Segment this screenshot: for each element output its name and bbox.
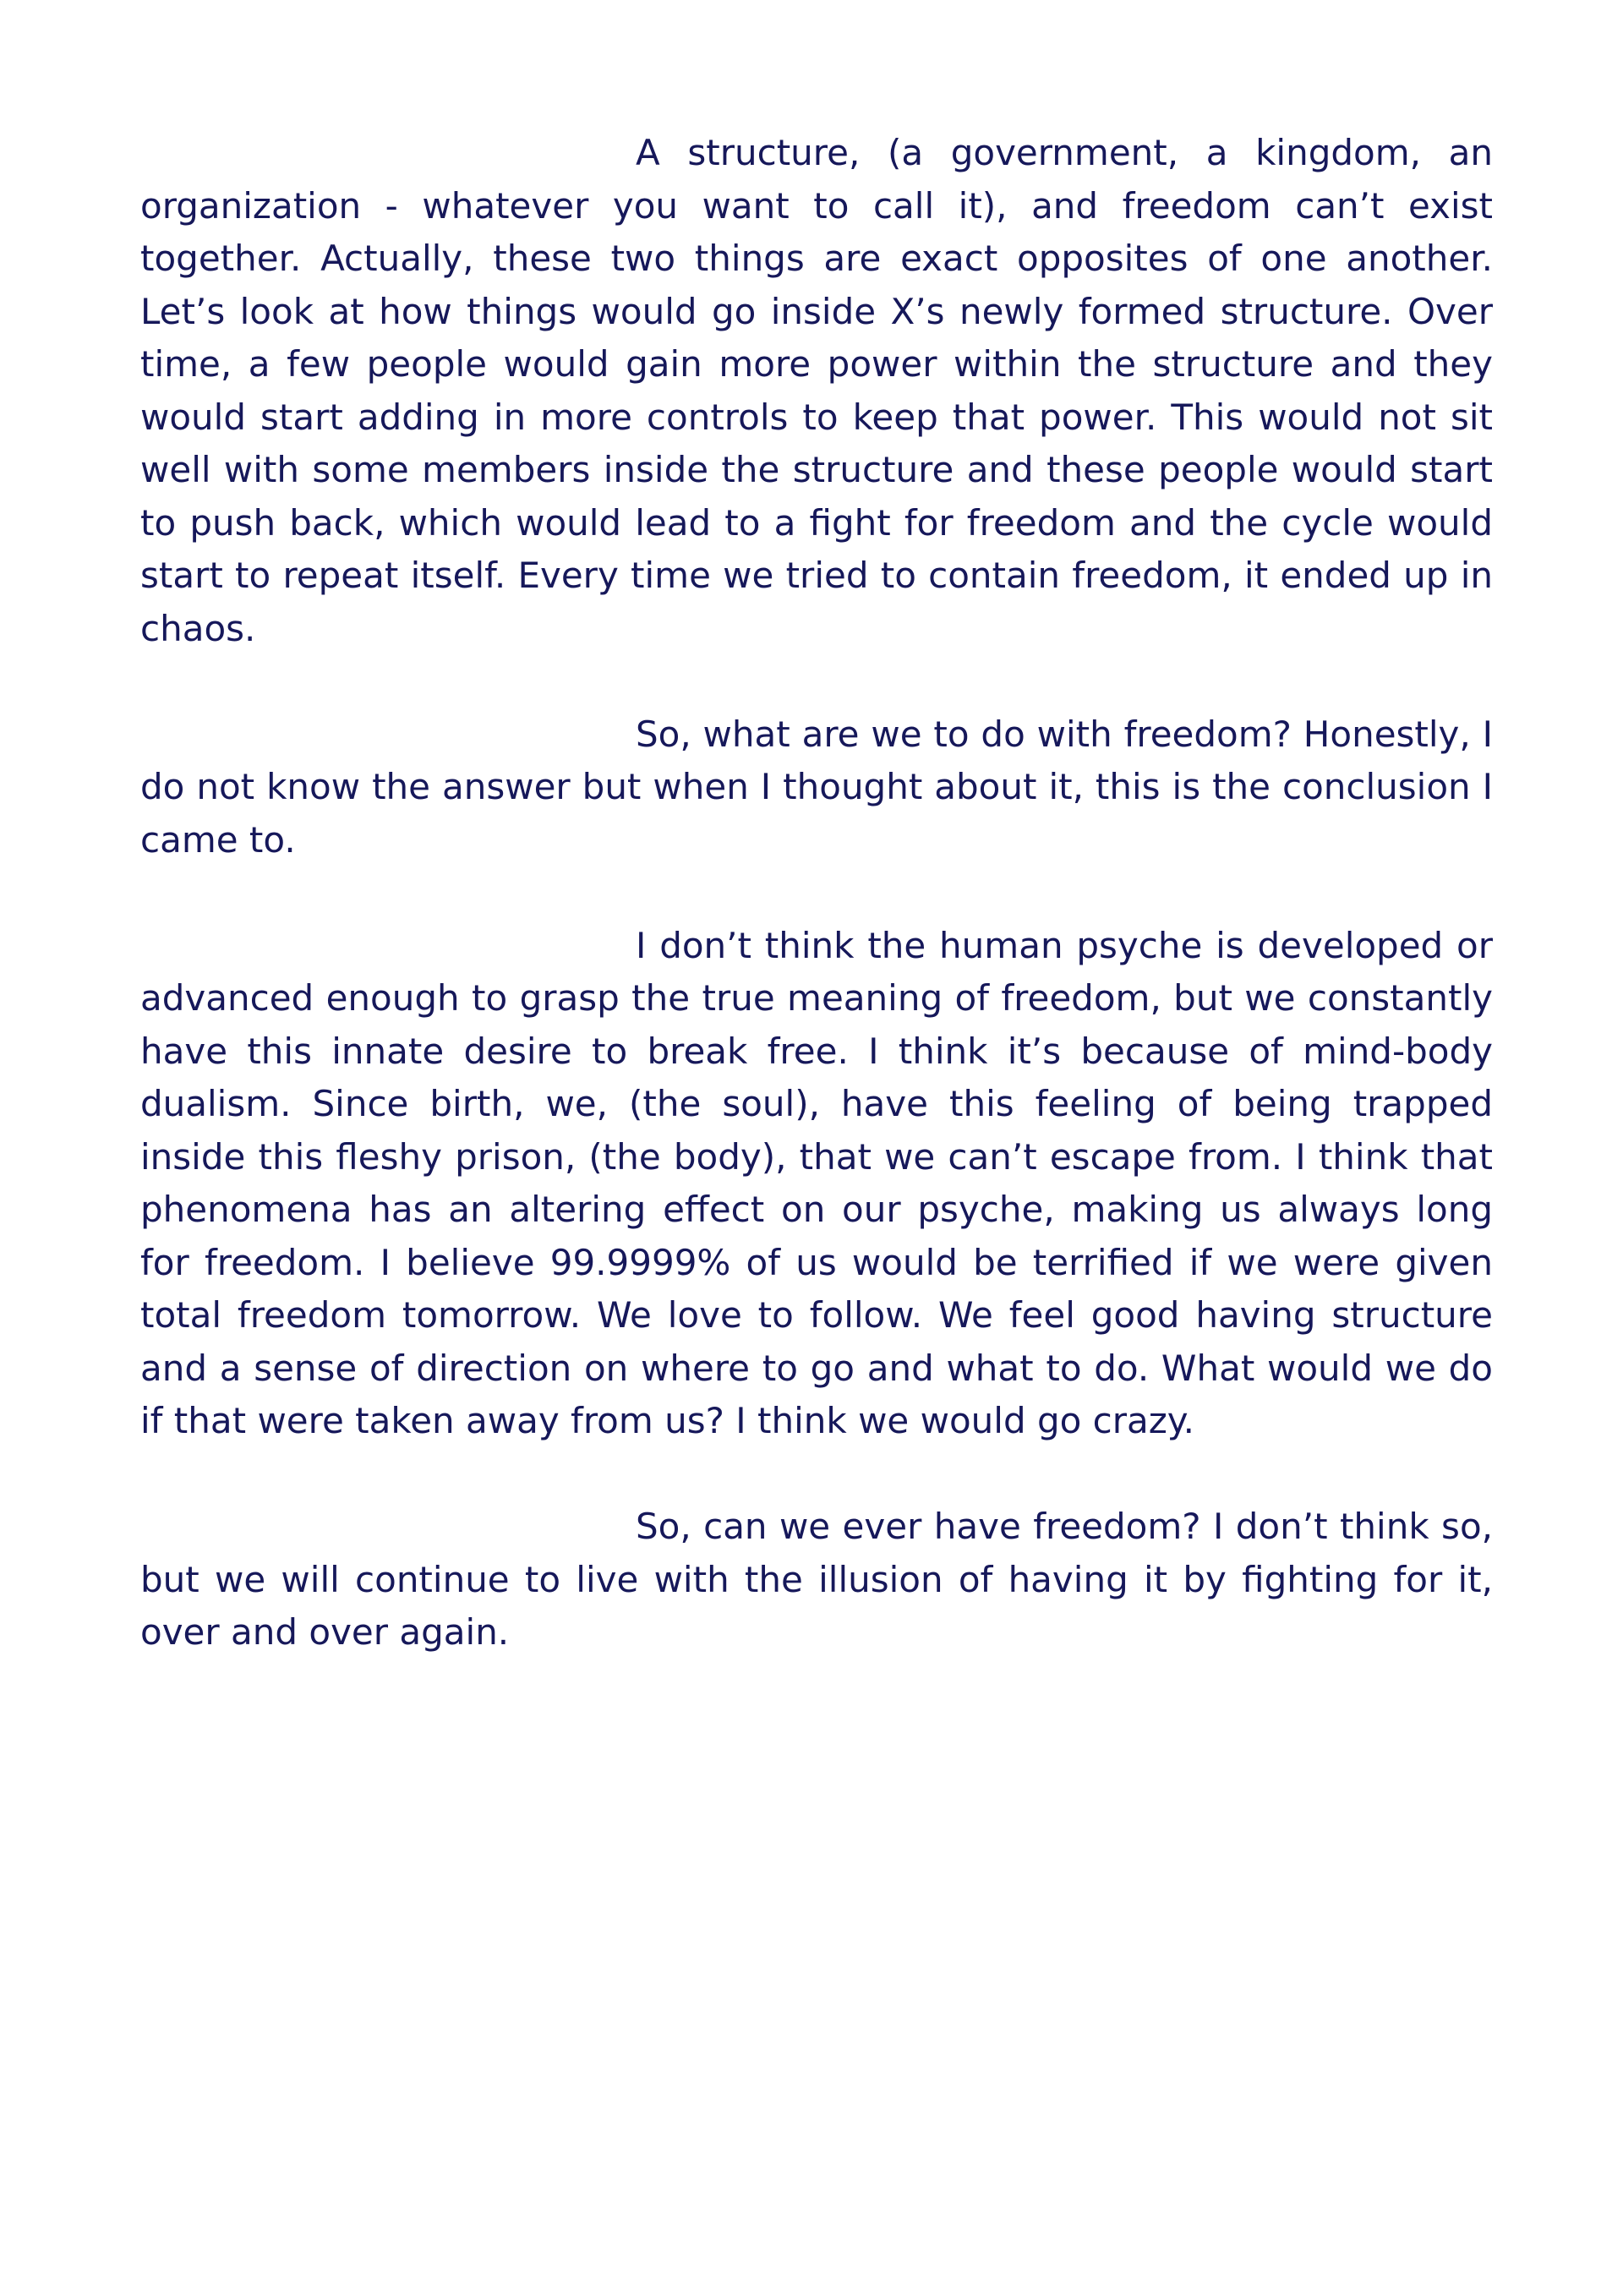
paragraph-human-psyche: I don’t think the human psyche is developed or advanced enough to grasp the true meaning of freedom, but we constantly have this innate desire to break free. I think it’s because of mind-body dualism. Since birth, we, (the soul), have this feeling of being trapped inside this fleshy prison, (the body), that we can’t escape from. I think that phenomena has an altering effect on our psyche, making us always long for freedom. I believe 99.9999% of us would be terrified if we were given total freedom tomorrow. We love to follow. We feel good having structure and a sense of direction on where to go and what to do. What would we do if that were taken away from us? I think we would go crazy. — [140, 924, 1493, 1441]
paragraph-structure-and-freedom: A structure, (a government, a kingdom, an organization - whatever you want to call it), and freedom can’t exist together. Actually, these two things are exact opposites of one another. Let’s look at how things would go inside X’s newly formed structure. Over time, a few people would gain more power within the structure and they would start adding in more controls to keep that power. This would not sit well with some members inside the structure and these people would start to push back, which would lead to a fight for freedom and the cycle would start to repeat itself. Every time we tried to contain freedom, it ended up in chaos. — [140, 132, 1493, 649]
paragraph-what-to-do-with-freedom: So, what are we to do with freedom? Honestly, I do not know the answer but when I thought about it, this is the conclusion I came to. — [140, 713, 1493, 861]
paragraph-conclusion: So, can we ever have freedom? I don’t think so, but we will continue to live with the illusion of having it by fighting for it, over and over again. — [140, 1506, 1493, 1653]
essay-body — [140, 127, 1493, 1659]
